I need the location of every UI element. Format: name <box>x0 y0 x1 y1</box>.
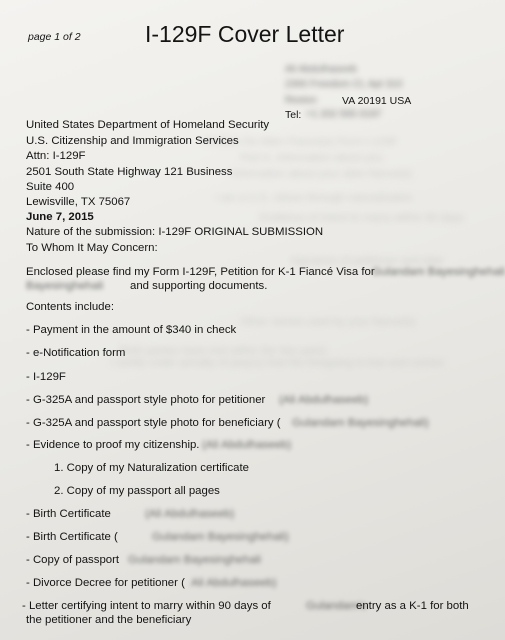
bleed-line: I am a U.S. citizen through naturalization <box>215 192 414 204</box>
petitioner-name-blurred: (Ali Abdulhaseeb) <box>145 508 235 520</box>
list-item-birth-certificate-beneficiary: - Birth Certificate ( <box>26 531 118 543</box>
bleed-line: I certify under penalty of perjury that the foregoing is true and correct <box>110 357 444 369</box>
bleed-line: Other names used by your fiance(e) <box>240 316 416 328</box>
list-item-i129f: - I-129F <box>26 371 66 383</box>
sublist-item-naturalization: 1. Copy of my Naturalization certificate <box>54 462 249 474</box>
recipient-line: 2501 South State Highway 121 Business <box>26 166 233 178</box>
sublist-item-passport: 2. Copy of my passport all pages <box>54 485 220 497</box>
recipient-line: Suite 400 <box>26 181 75 193</box>
recipient-line: U.S. Citizenship and Immigration Services <box>26 135 239 147</box>
bleed-line: Information about your alien fiance(e) <box>230 168 413 180</box>
bleed-line: Part A. Information about you <box>240 152 383 164</box>
list-item-evidence: - Evidence to proof my citizenship. <box>26 439 200 451</box>
sender-tel-value: +1 202 555 0197 <box>306 109 382 120</box>
sender-street: 2300 Freedom Ct, Apt 310 <box>285 79 403 90</box>
contents-label: Contents include: <box>26 301 115 313</box>
page-number: page 1 of 2 <box>28 31 81 43</box>
sender-name: Ali Abdulhaseeb <box>285 64 357 75</box>
enclosed-text: Enclosed please find my Form I-129F, Petition for K-1 Fiancé Visa for <box>26 266 375 278</box>
list-item-enotification: - e-Notification form <box>26 347 126 359</box>
list-item-divorce-decree: - Divorce Decree for petitioner ( <box>26 577 185 589</box>
salutation: To Whom It May Concern: <box>26 242 158 254</box>
petitioner-name-blurred: (Ali Abdulhaseeb) <box>279 394 369 406</box>
letter-date: June 7, 2015 <box>26 211 94 223</box>
list-item-g325a-petitioner: - G-325A and passport style photo for petitioner <box>26 394 266 406</box>
list-item-intent-letter: - Letter certifying intent to marry within 90 days of <box>22 600 271 612</box>
intent-letter-continuation: the petitioner and the beneficiary <box>26 614 192 626</box>
document-title: I-129F Cover Letter <box>145 21 345 47</box>
recipient-line: Lewisville, TX 75067 <box>26 196 131 208</box>
bleed-line: Signature of petitioner and date <box>290 255 444 267</box>
beneficiary-name-blurred: Gulandam Bayesinghehali) <box>292 417 429 429</box>
beneficiary-name-blurred: Gulandam Bayesinghehali <box>128 554 261 566</box>
sender-tel-label: Tel: <box>285 109 302 121</box>
beneficiary-name-blurred: Gulandam Bayesinghehali) <box>152 531 289 543</box>
bleed-line: Petition for Alien Fiance(e) Form I-129F <box>205 136 398 148</box>
bleed-line: Both parties have met within the two years <box>120 345 327 357</box>
recipient-line: Attn: I-129F <box>26 150 86 162</box>
submission-nature: Nature of the submission: I-129F ORIGINAL SUBMISSION <box>26 226 324 238</box>
beneficiary-surname-blurred: Bayesinghehali <box>26 280 104 292</box>
list-item-passport-copy: - Copy of passport <box>26 554 120 566</box>
bleed-line: Evidence of intent to marry within 90 days <box>260 212 464 224</box>
petitioner-name-blurred: Ali Abdulhaseeb) <box>191 577 277 589</box>
list-item-payment: - Payment in the amount of $340 in check <box>26 324 237 336</box>
recipient-line: United States Department of Homeland Security <box>26 119 270 131</box>
list-item-birth-certificate-petitioner: - Birth Certificate <box>26 508 111 520</box>
beneficiary-name-blurred: Gulandam Bayesinghehali <box>372 266 505 278</box>
sender-city: Reston <box>285 95 317 106</box>
petitioner-name-blurred: (Ali Abdulhaseeb) <box>202 439 292 451</box>
beneficiary-name-blurred: Gulandam's <box>306 600 367 612</box>
sender-city-suffix: VA 20191 USA <box>342 95 412 107</box>
list-item-g325a-beneficiary: - G-325A and passport style photo for beneficiary ( <box>26 417 281 429</box>
enclosed-text-end: and supporting documents. <box>130 280 268 292</box>
intent-letter-end: entry as a K-1 for both <box>356 600 469 612</box>
